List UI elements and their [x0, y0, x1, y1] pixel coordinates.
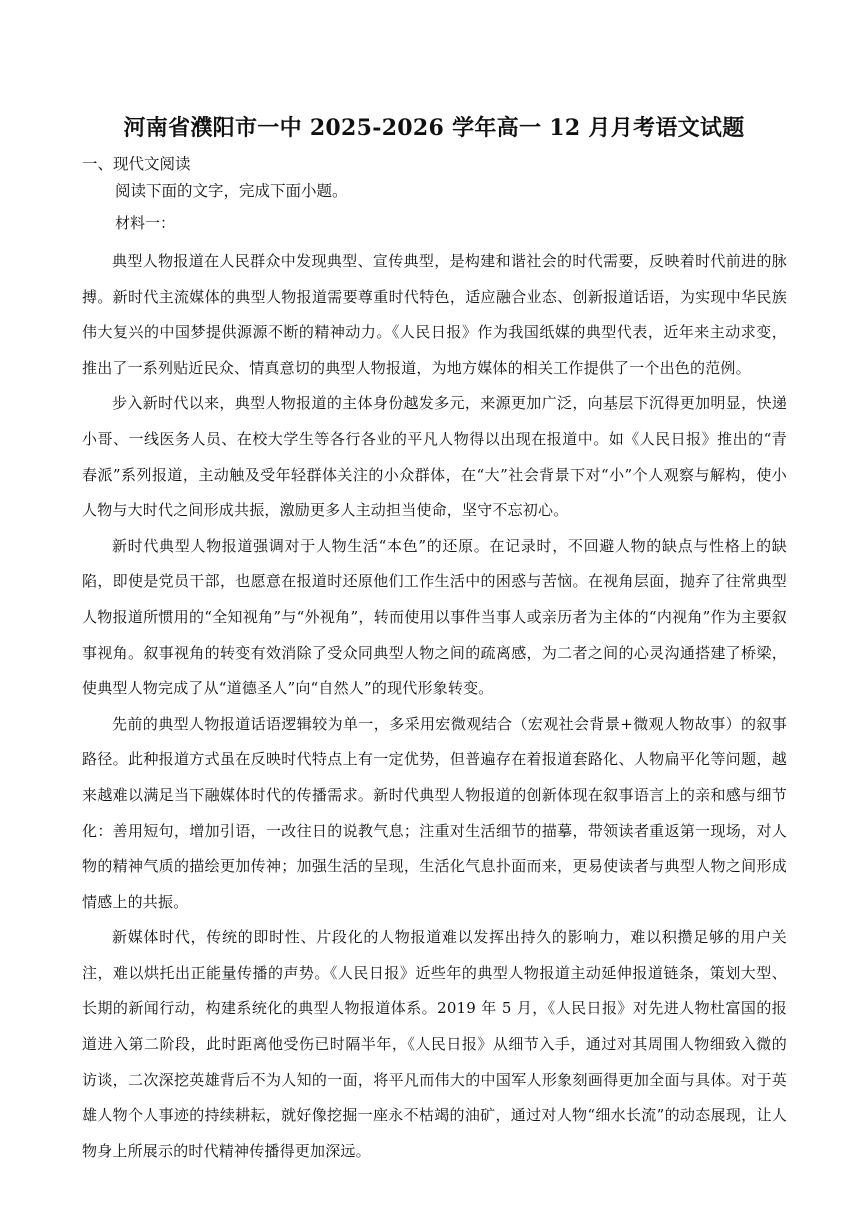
reading-instruction: 阅读下面的文字，完成下面小题。: [115, 182, 348, 200]
passage-paragraph: 典型人物报道在人民群众中发现典型、宣传典型，是构建和谐社会的时代需要，反映着时代前进的脉搏。新时代主流媒体的典型人物报道需要尊重时代特色，适应融合业态、创新报道话语，为实现中华民族伟大复兴的中国梦提供源源不断的精神动力。《人民日报》作为我国纸媒的典型代表，近年来主动求变，推出了一系列贴近民众、情真意切的典型人物报道，为地方媒体的相关工作提供了一个出色的范例。: [82, 252, 787, 377]
passage-paragraph: 新时代典型人物报道强调对于人物生活“本色”的还原。在记录时，不回避人物的缺点与性格上的缺陷，即使是党员干部，也愿意在报道时还原他们工作生活中的困惑与苦恼。在视角层面，抛弃了往常典型人物报道所惯用的“全知视角”与“外视角”，转而使用以事件当事人或亲历者为主体的“内视角”作为主要叙事视角。叙事视角的转变有效消除了受众同典型人物之间的疏离感，为二者之间的心灵沟通搭建了桥梁，使典型人物完成了从“道德圣人”向“自然人”的现代形象转变。: [82, 536, 787, 698]
passage-paragraph: 新媒体时代，传统的即时性、片段化的人物报道难以发挥出持久的影响力，难以积攒足够的用户关注，难以烘托出正能量传播的声势。《人民日报》近些年的典型人物报道主动延伸报道链条，策划大型、长期的新闻行动，构建系统化的典型人物报道体系。2019 年 5 月，《人民日报》对先进人物杜富国的报道进入第二阶段，此时距离他受伤已时隔半年，《人民日报》从细节入手，通过对其周围人物细致入微的访谈，二次深挖英雄背后不为人知的一面，将平凡而伟大的中国军人形象刻画得更加全面与具体。对于英雄人物个人事迹的持续耕耘，就好像挖掘一座永不枯竭的油矿，通过对人物“细水长流”的动态展现，让人物身上所展示的时代精神传播得更加深远。: [82, 928, 787, 1160]
material-label: 材料一：: [115, 214, 176, 232]
passage-paragraph: 先前的典型人物报道话语逻辑较为单一，多采用宏微观结合（宏观社会背景+微观人物故事）的叙事路径。此种报道方式虽在反映时代特点上有一定优势，但普遍存在着报道套路化、人物扁平化等问题，越来越难以满足当下融媒体时代的传播需求。新时代典型人物报道的创新体现在叙事语言上的亲和感与细节化：善用短句，增加引语，一改往日的说教气息；注重对生活细节的描摹，带领读者重返第一现场，对人物的精神气质的描绘更加传神；加强生活的呈现，生活化气息扑面而来，更易使读者与典型人物之间形成情感上的共振。: [82, 714, 787, 911]
reading-passage: [82, 244, 787, 1169]
passage-paragraph: 步入新时代以来，典型人物报道的主体身份越发多元，来源更加广泛，向基层下沉得更加明显，快递小哥、一线医务人员、在校大学生等各行各业的平凡人物得以出现在报道中。如《人民日报》推出的“青春派”系列报道，主动触及受年轻群体关注的小众群体，在“大”社会背景下对“小”个人观察与解构，使小人物与大时代之间形成共振，激励更多人主动担当使命，坚守不忘初心。: [82, 394, 787, 520]
exam-title: 河南省濮阳市一中 2025-2026 学年高一 12 月月考语文试题: [123, 115, 745, 141]
section-heading: 一、现代文阅读: [82, 155, 191, 173]
